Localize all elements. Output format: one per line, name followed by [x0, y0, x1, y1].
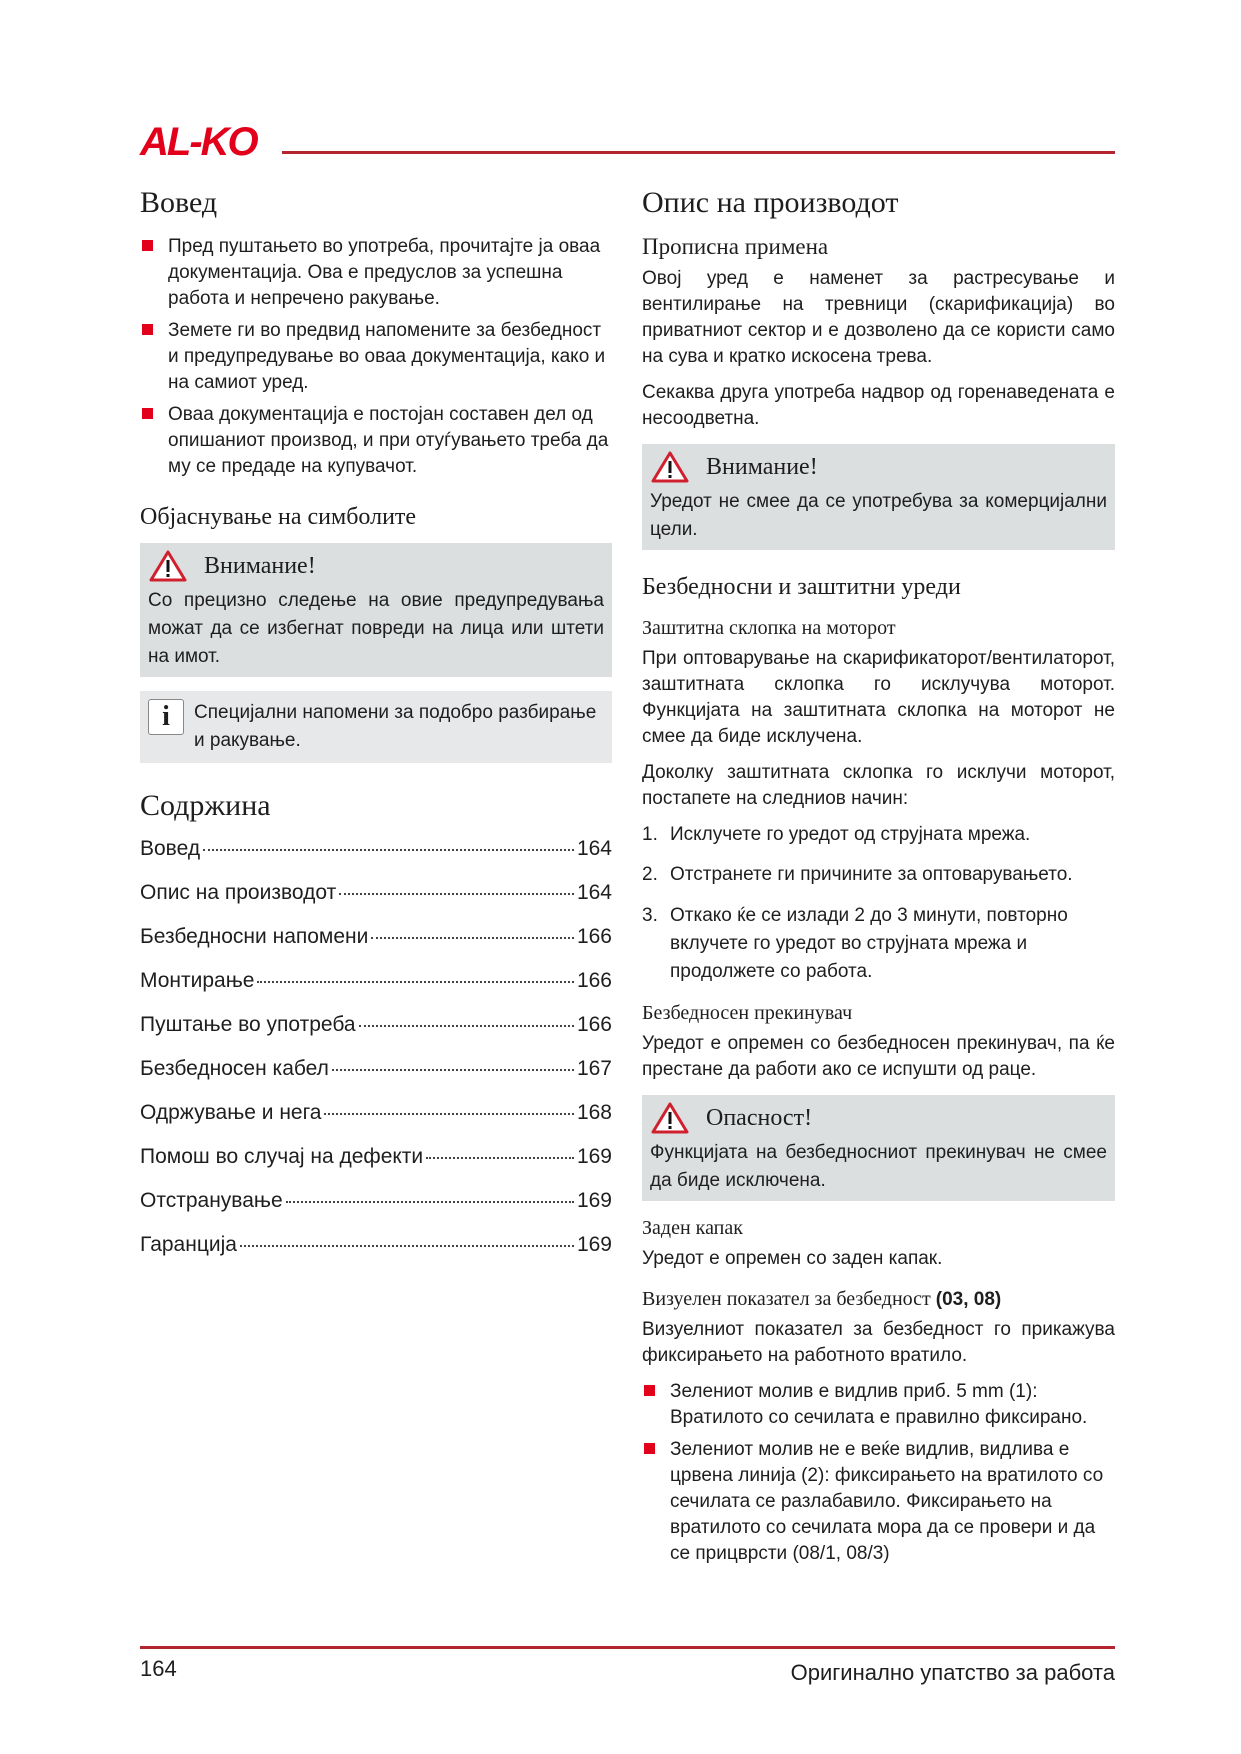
warning-triangle-icon	[650, 450, 690, 484]
toc-leader	[426, 1157, 574, 1159]
left-column	[140, 186, 612, 1277]
paragraph: Визуелниот показател за безбедност го прикажува фиксирањето на работното вратило.	[642, 1319, 1115, 1366]
warning-text: Со прецизно следење на овие предупредувања можат да се избегнат повреди на лица или штети на имот.	[148, 590, 604, 667]
toc-label: Пуштање во употреба	[140, 1013, 356, 1036]
toc-entry[interactable]	[140, 925, 612, 969]
footer-rule	[140, 1646, 1115, 1649]
bullet-square-icon	[142, 240, 153, 251]
toc-page: 168	[576, 1101, 612, 1124]
info-box	[140, 691, 612, 763]
toc-entry[interactable]	[140, 1189, 612, 1233]
list-item: 1. Исклучете го уредот од струјната мрежа.	[642, 824, 1031, 845]
toc-leader	[203, 849, 574, 851]
warning-triangle-icon	[148, 549, 188, 583]
safety-title: Безбедносни и заштитни уреди	[642, 574, 961, 600]
switch-title: Безбедносен прекинувач	[642, 1002, 853, 1024]
cover-title: Заден капак	[642, 1217, 743, 1239]
list-item: 2. Отстранете ги причините за оптоварувањето.	[642, 864, 1073, 885]
toc-page: 166	[576, 969, 612, 992]
toc-label: Помош во случај на дефекти	[140, 1145, 424, 1168]
bullet-square-icon	[644, 1443, 655, 1454]
danger-box: Опасност! Функцијата на безбедносниот прекинувач не смее да биде исключена.	[642, 1095, 1115, 1201]
paragraph: Доколку заштитната склопка го исклучи моторот, постапете на следниов начин:	[642, 762, 1115, 809]
steps-list	[642, 822, 1115, 986]
bullet-square-icon	[142, 324, 153, 335]
toc-leader	[371, 937, 574, 939]
toc-page: 169	[576, 1145, 612, 1168]
toc-page: 167	[576, 1057, 612, 1080]
warning-triangle-icon	[650, 1101, 690, 1135]
product-title: Опис на производот	[642, 186, 899, 219]
warning-title: Внимание!	[204, 552, 316, 579]
list-item: 3. Откако ќе се излади 2 до 3 минути, повторно вклучете го уредот во струјната мрежа и продолжете со работа.	[642, 905, 1068, 982]
toc-label: Безбедносни напомени	[140, 925, 369, 948]
info-text: Специјални напомени за подобро разбирање и ракување.	[194, 702, 597, 751]
toc-label: Отстранување	[140, 1189, 283, 1212]
toc-leader	[240, 1245, 574, 1247]
toc-title: Содржина	[140, 789, 271, 822]
toc-leader	[324, 1113, 573, 1115]
toc-entry[interactable]	[140, 837, 612, 881]
info-icon: i	[148, 699, 184, 735]
paragraph: Уредот е опремен со заден капак.	[642, 1248, 943, 1269]
paragraph: Овој уред е наменет за растресување и вентилирање на тревници (скарификација) во приватниот сектор и е дозволено да се користи само на сува и кратко искосена трева.	[642, 268, 1115, 367]
warning-box: Внимание! Уредот не смее да се употребува за комерцијални цели.	[642, 444, 1115, 550]
bullet-square-icon	[142, 408, 153, 419]
paragraph: Секаква друга употреба надвор од горенаведената е несоодветна.	[642, 382, 1115, 429]
toc-page: 164	[576, 837, 612, 860]
intro-bullets	[140, 234, 612, 480]
toc-entry[interactable]	[140, 1233, 612, 1277]
intro-title: Вовед	[140, 186, 218, 219]
toc-leader	[257, 981, 573, 983]
toc-leader	[339, 893, 574, 895]
toc-page: 166	[576, 1013, 612, 1036]
toc-page: 169	[576, 1233, 612, 1256]
list-item: Зелениот молив не е веќе видлив, видлива е црвена линија (2): фиксирањето на вратилото со сечилата се разлабавило. Фиксирањето на вратилото со сечилата мора да се провери и да се прицврсти (08/1, 08/3)	[642, 1437, 1115, 1567]
toc-label: Безбедносен кабел	[140, 1057, 329, 1080]
toc-entry[interactable]	[140, 1101, 612, 1145]
toc-label: Опис на производот	[140, 881, 337, 904]
table-of-contents	[140, 837, 612, 1277]
right-column	[642, 186, 1115, 1573]
indicator-bullets	[642, 1379, 1115, 1567]
toc-leader	[286, 1201, 574, 1203]
toc-leader	[332, 1069, 574, 1071]
list-item: Оваа документација е постојан составен дел од опишаниот производ, и при отуѓувањето треба да му се предаде на купувачот.	[140, 402, 612, 480]
page-number: 164	[140, 1656, 177, 1681]
paragraph: При оптоварување на скарификаторот/вентилаторот, заштитната склопка го исклучува моторот. Функцијата на заштитната склопка на моторот не смее да биде исклучена.	[642, 648, 1115, 747]
toc-entry[interactable]	[140, 1145, 612, 1189]
toc-label: Вовед	[140, 837, 201, 860]
use-title: Прописна примена	[642, 234, 829, 259]
list-item: Зелениот молив е видлив приб. 5 mm (1): Вратилото со сечилата е правилно фиксирано.	[642, 1379, 1115, 1431]
alko-logo: AL-KO	[140, 120, 257, 164]
toc-page: 169	[576, 1189, 612, 1212]
toc-label: Одржување и нега	[140, 1101, 322, 1124]
motor-title: Заштитна склопка на моторот	[642, 617, 896, 639]
bullet-square-icon	[644, 1385, 655, 1396]
warning-box	[140, 543, 612, 677]
header-rule	[282, 151, 1115, 154]
indicator-title: Визуелен показател за безбедност (03, 08)	[642, 1288, 1002, 1310]
toc-page: 164	[576, 881, 612, 904]
toc-leader	[359, 1025, 574, 1027]
list-item: Пред пуштањето во употреба, прочитајте ја оваа документација. Ова е предуслов за успешна работа и непречено ракување.	[140, 234, 612, 312]
toc-label: Гаранција	[140, 1233, 237, 1256]
toc-label: Монтирање	[140, 969, 255, 992]
paragraph: Уредот е опремен со безбедносен прекинувач, па ќе престане да работи ако се испушти од раце.	[642, 1033, 1115, 1080]
toc-entry[interactable]	[140, 881, 612, 925]
toc-entry[interactable]	[140, 969, 612, 1013]
footer-text: Оригинално упатство за работа	[790, 1660, 1115, 1685]
list-item: Земете ги во предвид напомените за безбедност и предупредување во оваа документација, како и на самиот уред.	[140, 318, 612, 396]
toc-page: 166	[576, 925, 612, 948]
toc-entry[interactable]	[140, 1013, 612, 1057]
symbols-title: Објаснување на симболите	[140, 504, 417, 530]
toc-entry[interactable]	[140, 1057, 612, 1101]
